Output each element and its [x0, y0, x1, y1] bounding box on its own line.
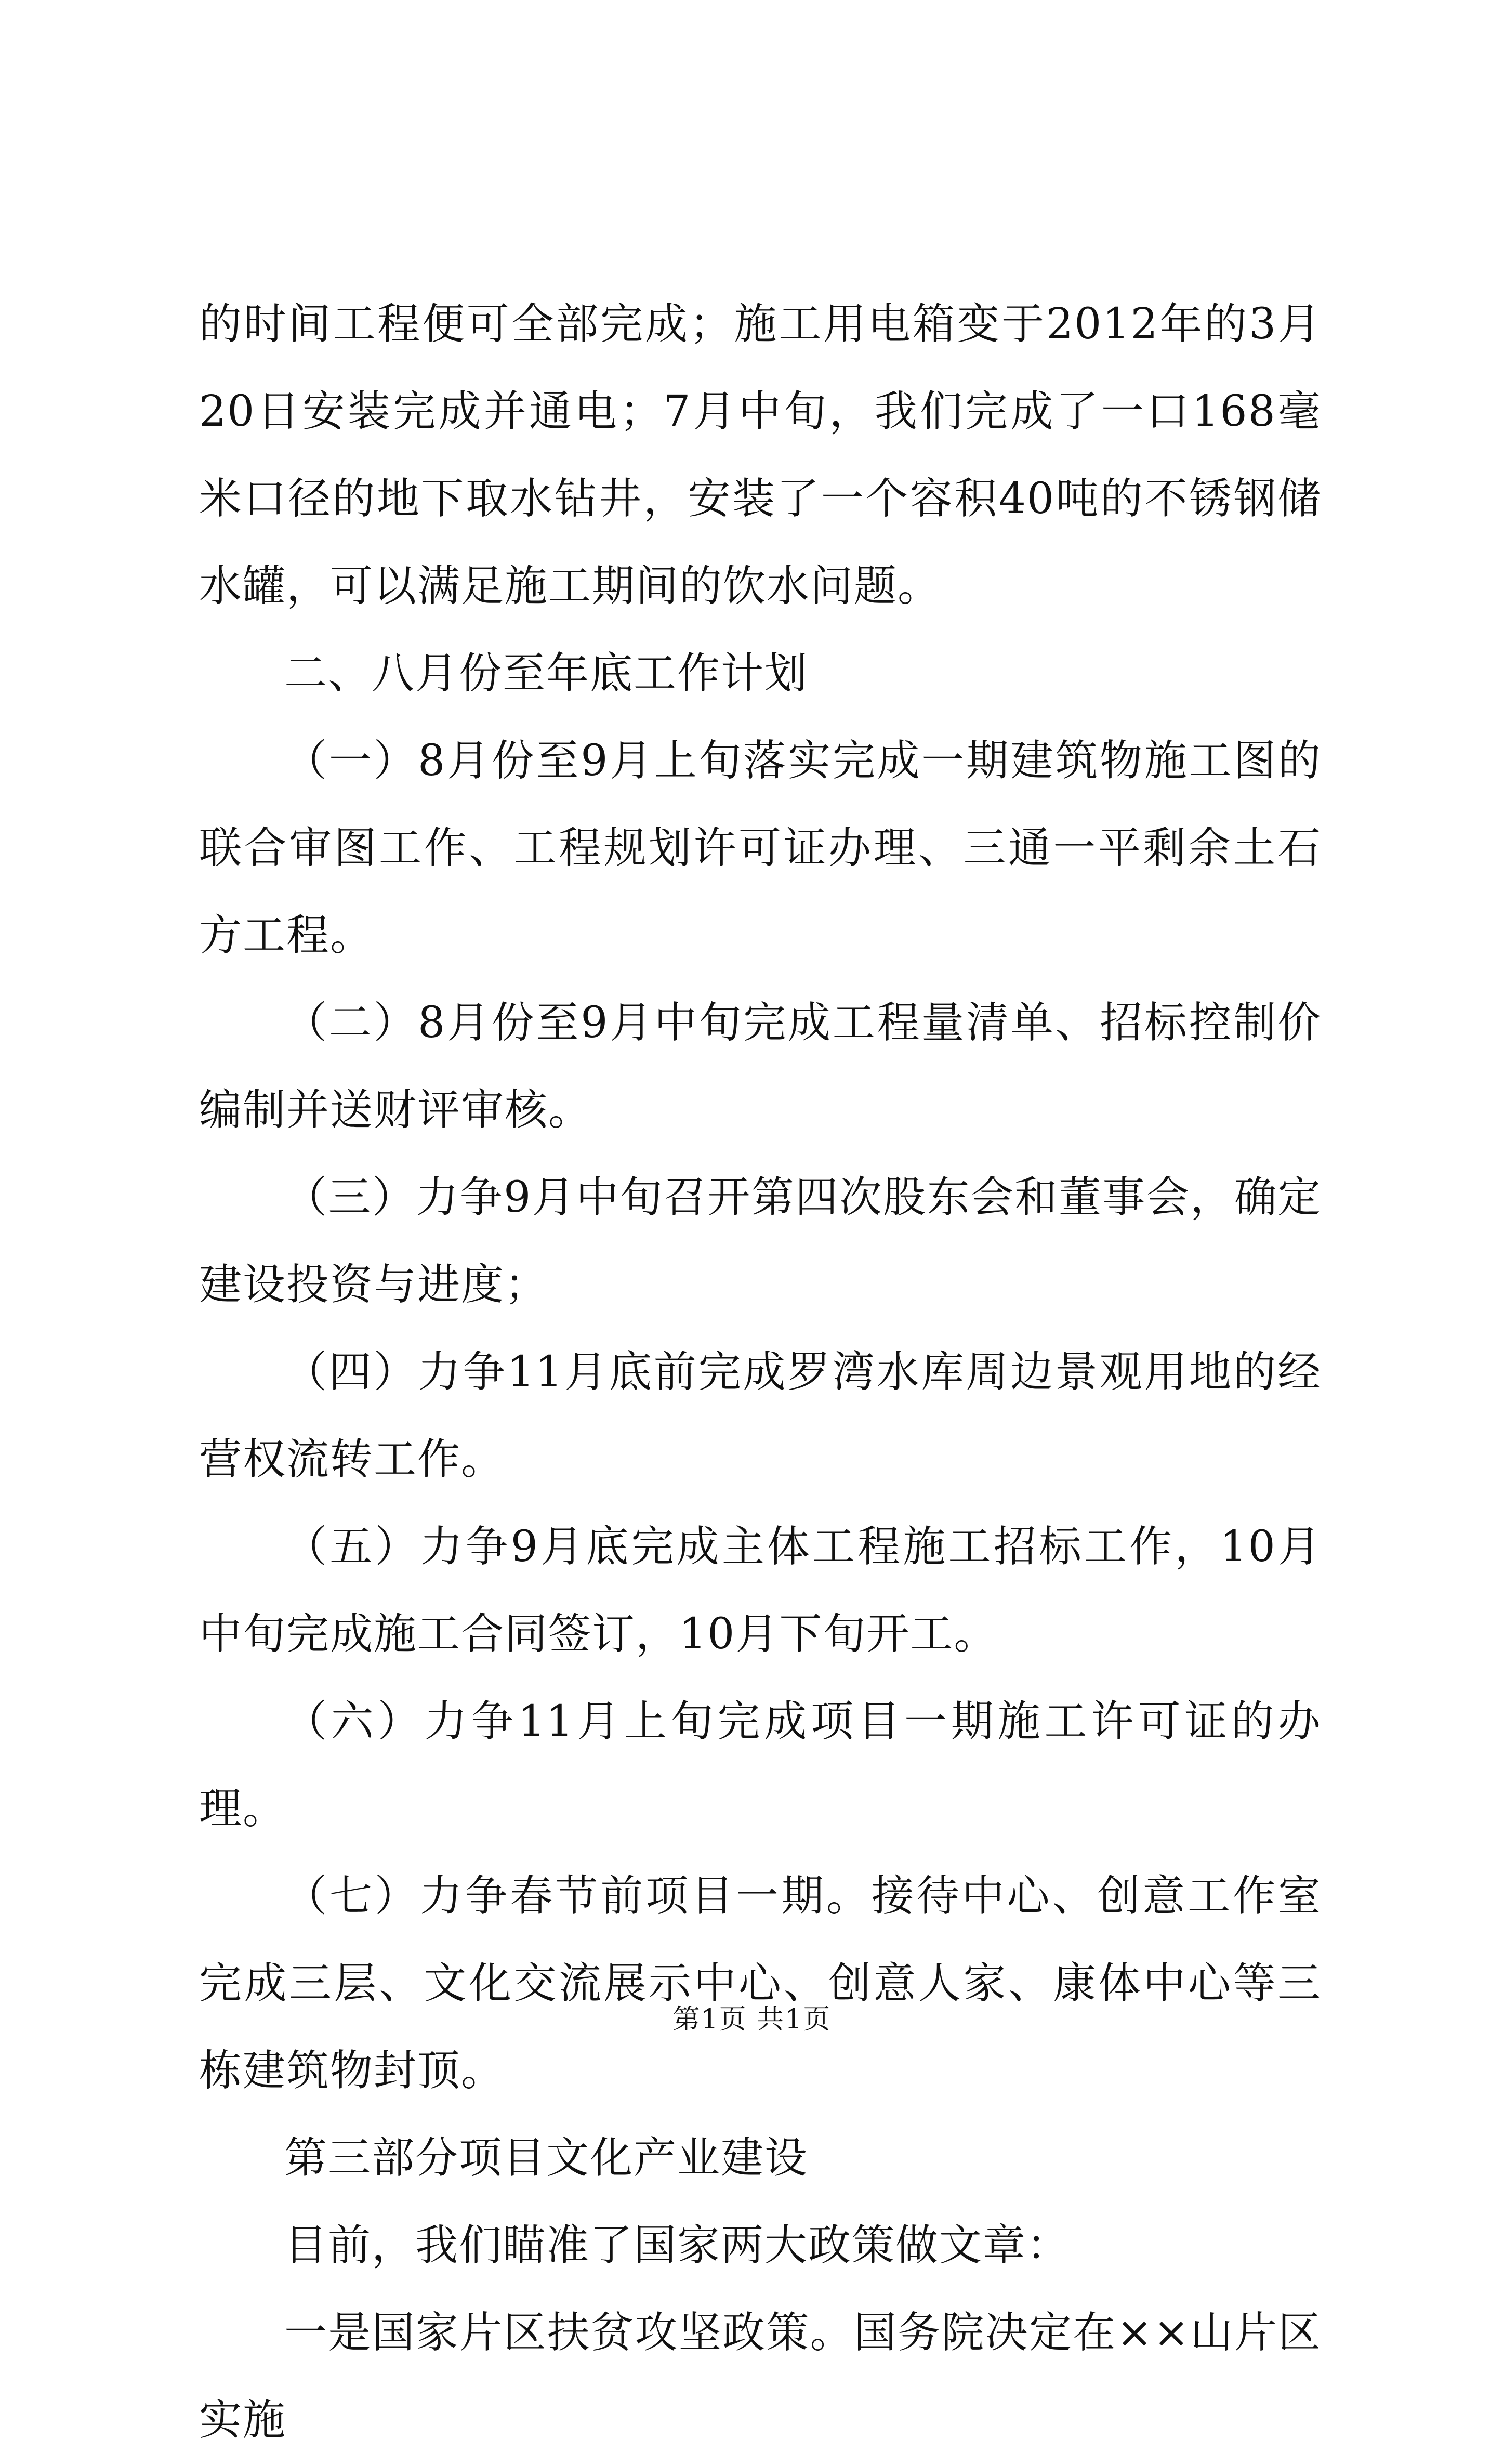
document-body: [199, 281, 1322, 2464]
page-footer: 第1页 共1页: [672, 2004, 832, 2035]
section-heading-part-three: 第三部分项目文化产业建设: [284, 2133, 809, 2183]
plan-item-7: （七）力争春节前项目一期。接待中心、创意工作室完成三层、文化交流展示中心、创意人家、康体中心等三栋建筑物封顶。: [199, 1871, 1322, 2095]
plan-item-1: （一）8月份至9月上旬落实完成一期建筑物施工图的联合审图工作、工程规划许可证办理、三通一平剩余土石方工程。: [199, 736, 1322, 960]
paragraph-poverty-policy: 一是国家片区扶贫攻坚政策。国务院决定在××山片区实施: [199, 2308, 1322, 2445]
plan-item-2: （二）8月份至9月中旬完成工程量清单、招标控制价编制并送财评审核。: [199, 998, 1322, 1135]
paragraph-two-policies: 目前，我们瞄准了国家两大政策做文章：: [284, 2221, 1071, 2270]
section-heading-work-plan: 二、八月份至年底工作计划: [284, 649, 809, 698]
plan-item-3: （三）力争9月中旬召开第四次股东会和董事会，确定建设投资与进度；: [199, 1173, 1322, 1309]
paragraph-construction-progress: 的时间工程便可全部完成；施工用电箱变于2012年的3月20日安装完成并通电；7月中旬，我们完成了一口168毫米口径的地下取水钻井，安装了一个容积40吨的不锈钢储水罐，可以满足施工期间的饮水问题。: [199, 299, 1322, 611]
plan-item-4: （四）力争11月底前完成罗湾水库周边景观用地的经营权流转工作。: [199, 1347, 1322, 1484]
plan-item-5: （五）力争9月底完成主体工程施工招标工作，10月中旬完成施工合同签订，10月下旬开工。: [199, 1522, 1322, 1659]
plan-item-6: （六）力争11月上旬完成项目一期施工许可证的办理。: [199, 1697, 1322, 1833]
